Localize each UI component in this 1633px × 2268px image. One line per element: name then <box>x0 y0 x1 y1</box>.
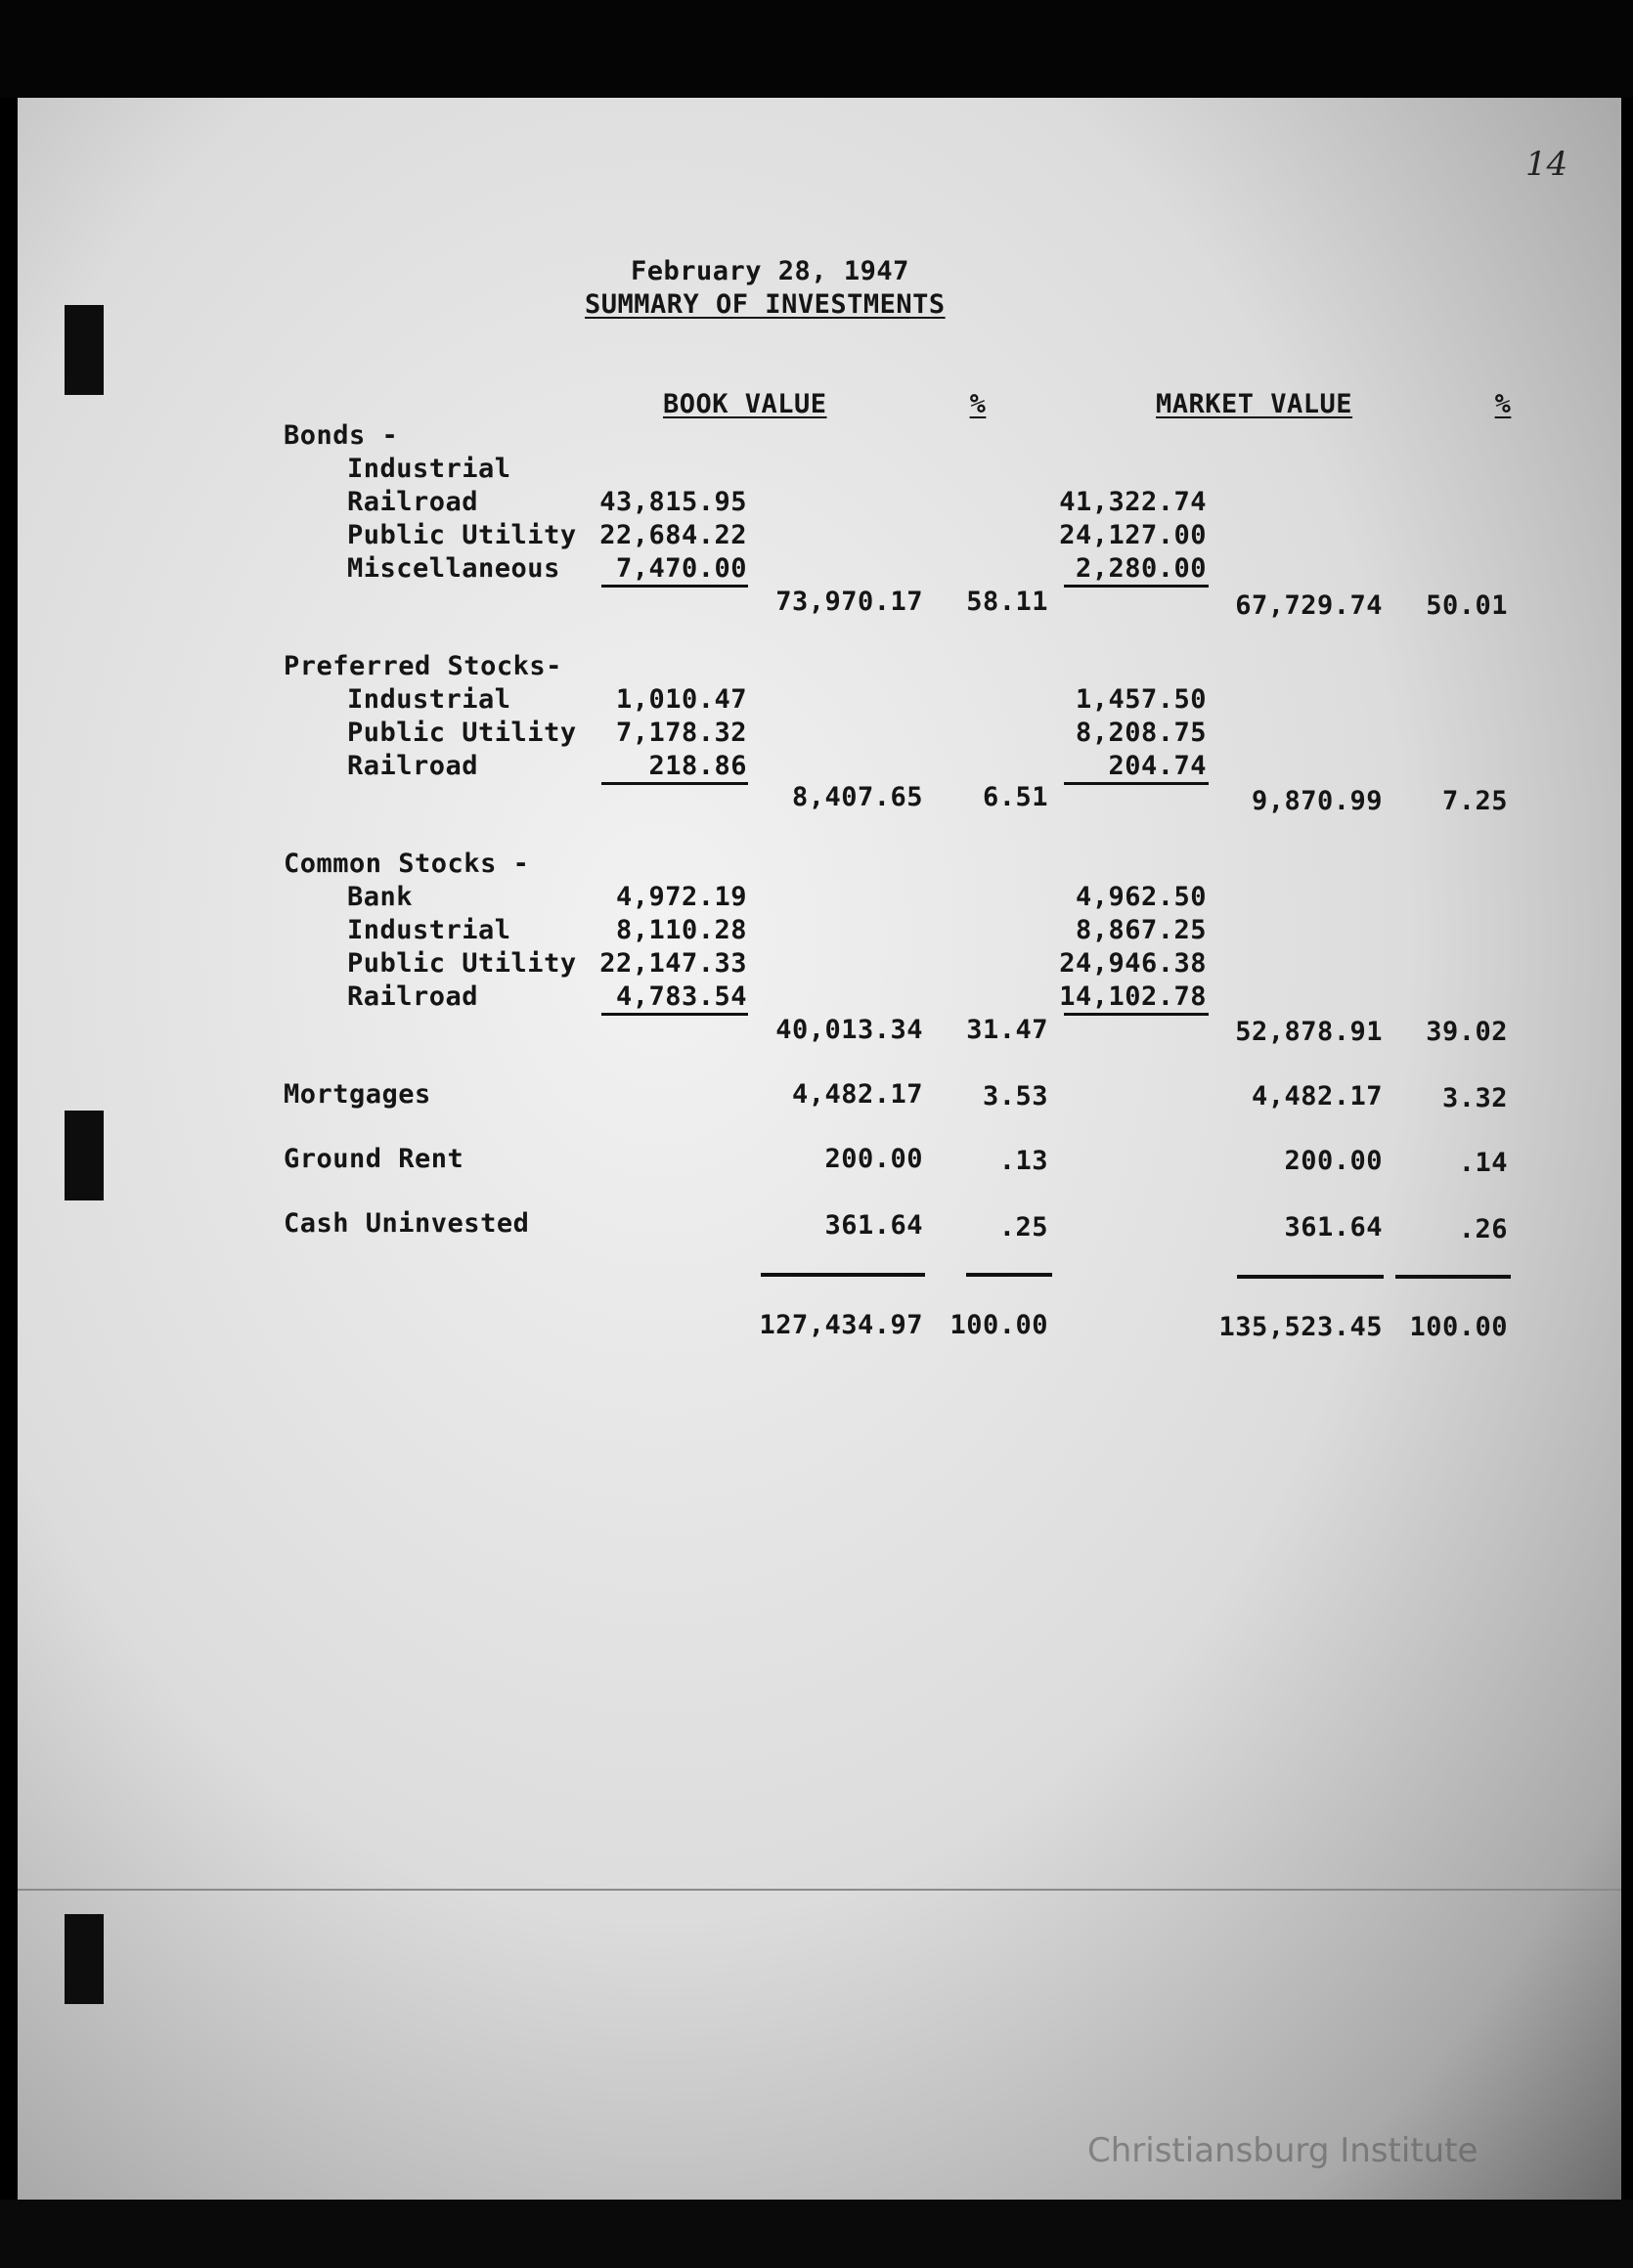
cash-book-percent: .25 <box>998 1212 1048 1243</box>
item-name: Bank <box>347 882 414 912</box>
document-title: SUMMARY OF INVESTMENTS <box>585 289 946 320</box>
item-name: Railroad <box>347 981 479 1012</box>
archive-watermark: Christiansburg Institute <box>1087 2131 1479 2170</box>
item-book-value: 8,110.28 <box>615 915 747 945</box>
subtotal-book-percent: 31.47 <box>966 1015 1048 1045</box>
binder-hole-bottom <box>65 1914 104 2004</box>
total-rule <box>1237 1275 1384 1279</box>
item-market-value: 24,127.00 <box>1059 520 1207 550</box>
item-name: Railroad <box>347 487 479 517</box>
scan-top-border <box>0 0 1633 98</box>
scan-bottom-border <box>0 2200 1633 2268</box>
ground-rent-market-percent: .14 <box>1458 1148 1508 1178</box>
item-name: Industrial <box>347 684 511 715</box>
subtotal-book-percent: 6.51 <box>982 782 1048 812</box>
item-name: Industrial <box>347 915 511 945</box>
item-market-value: 1,457.50 <box>1075 684 1207 715</box>
item-book-value: 1,010.47 <box>615 684 747 715</box>
binder-hole-top <box>65 305 104 395</box>
binder-hole-middle <box>65 1111 104 1200</box>
subtotal-rule <box>1064 1013 1209 1016</box>
cash-market-value: 361.64 <box>1284 1212 1383 1243</box>
header-percent-book: % <box>969 389 987 419</box>
ground-rent-book-percent: .13 <box>998 1146 1048 1176</box>
item-name: Public Utility <box>347 948 577 979</box>
item-book-value: 4,783.54 <box>615 981 747 1012</box>
item-book-value: 22,684.22 <box>599 520 747 550</box>
subtotal-book-value: 8,407.65 <box>791 782 923 812</box>
subtotal-book-value: 73,970.17 <box>775 587 923 617</box>
item-name: Railroad <box>347 751 479 781</box>
mortgages-book-percent: 3.53 <box>982 1081 1048 1112</box>
row-label-mortgages: Mortgages <box>284 1079 431 1110</box>
ground-rent-market-value: 200.00 <box>1284 1146 1383 1176</box>
subtotal-market-percent: 39.02 <box>1426 1017 1508 1047</box>
subtotal-rule <box>1064 585 1209 588</box>
subtotal-market-value: 67,729.74 <box>1235 590 1383 621</box>
total-rule <box>761 1273 925 1277</box>
item-book-value: 43,815.95 <box>599 487 747 517</box>
item-book-value: 4,972.19 <box>615 882 747 912</box>
item-name: Public Utility <box>347 718 577 748</box>
mortgages-market-percent: 3.32 <box>1441 1083 1508 1113</box>
item-name: Industrial <box>347 454 511 484</box>
row-label-cash-uninvested: Cash Uninvested <box>284 1208 530 1239</box>
item-market-value: 8,208.75 <box>1075 718 1207 748</box>
header-percent-market: % <box>1494 389 1512 419</box>
item-market-value: 204.74 <box>1108 751 1207 781</box>
grand-total-market-value: 135,523.45 <box>1218 1312 1383 1342</box>
subtotal-rule <box>1064 782 1209 785</box>
subtotal-market-value: 52,878.91 <box>1235 1017 1383 1047</box>
total-rule <box>1395 1275 1511 1279</box>
grand-total-market-percent: 100.00 <box>1409 1312 1508 1342</box>
item-name: Public Utility <box>347 520 577 550</box>
cash-market-percent: .26 <box>1458 1214 1508 1244</box>
grand-total-book-percent: 100.00 <box>949 1310 1048 1340</box>
document-date: February 28, 1947 <box>631 256 909 286</box>
item-book-value: 22,147.33 <box>599 948 747 979</box>
mortgages-market-value: 4,482.17 <box>1251 1081 1383 1112</box>
subtotal-book-percent: 58.11 <box>966 587 1048 617</box>
item-market-value: 4,962.50 <box>1075 882 1207 912</box>
mortgages-book-value: 4,482.17 <box>791 1079 923 1110</box>
item-book-value: 7,470.00 <box>615 553 747 584</box>
item-market-value: 2,280.00 <box>1075 553 1207 584</box>
item-market-value: 8,867.25 <box>1075 915 1207 945</box>
total-rule <box>966 1273 1052 1277</box>
item-book-value: 218.86 <box>648 751 747 781</box>
item-name: Miscellaneous <box>347 553 560 584</box>
item-market-value: 24,946.38 <box>1059 948 1207 979</box>
item-market-value: 14,102.78 <box>1059 981 1207 1012</box>
subtotal-market-percent: 7.25 <box>1441 786 1508 816</box>
header-market-value: MARKET VALUE <box>1156 389 1353 419</box>
section-label-common-stocks: Common Stocks - <box>284 849 530 879</box>
section-label-preferred-stocks: Preferred Stocks- <box>284 651 562 681</box>
subtotal-book-value: 40,013.34 <box>775 1015 923 1045</box>
item-book-value: 7,178.32 <box>615 718 747 748</box>
subtotal-market-value: 9,870.99 <box>1251 786 1383 816</box>
grand-total-book-value: 127,434.97 <box>759 1310 923 1340</box>
subtotal-market-percent: 50.01 <box>1426 590 1508 621</box>
paper-fold-line <box>18 1889 1621 1891</box>
row-label-ground-rent: Ground Rent <box>284 1144 464 1174</box>
header-book-value: BOOK VALUE <box>663 389 827 419</box>
item-market-value: 41,322.74 <box>1059 487 1207 517</box>
cash-book-value: 361.64 <box>824 1210 923 1241</box>
section-label-bonds: Bonds - <box>284 420 399 451</box>
page-number: 14 <box>1525 145 1568 184</box>
ground-rent-book-value: 200.00 <box>824 1144 923 1174</box>
